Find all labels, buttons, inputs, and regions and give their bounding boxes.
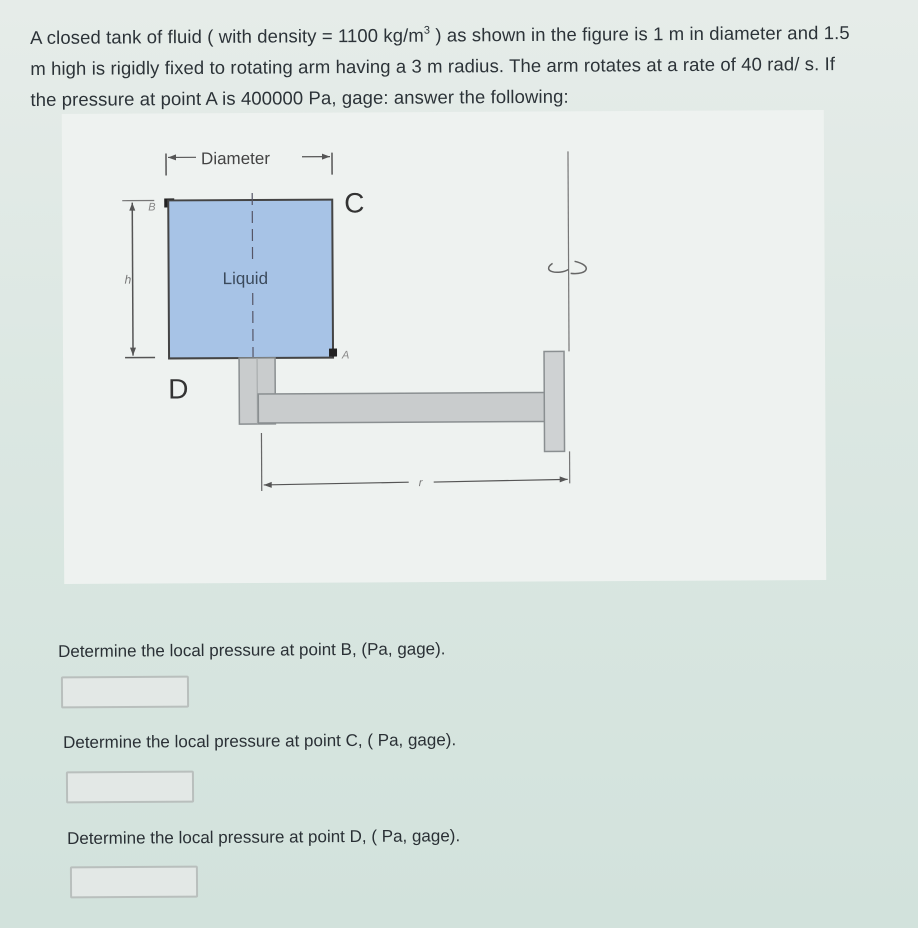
point-b-label: B <box>148 201 156 214</box>
answer-input-d[interactable] <box>70 866 198 899</box>
problem-line-2: m high is rigidly fixed to rotating arm having a 3 m radius. The arm rotates at a rate of 40 rad/ s. If <box>30 53 836 79</box>
diameter-left-arrowhead <box>168 154 176 160</box>
point-d-label: D <box>168 373 189 405</box>
diameter-right-arrowhead <box>322 154 330 160</box>
problem-line-1-text: A closed tank of fluid ( with density = 1100 kg/m <box>30 24 424 48</box>
radius-right-arrowhead <box>560 476 568 482</box>
rotating-arm <box>258 392 546 423</box>
point-a-label: A <box>342 349 350 362</box>
answer-input-c[interactable] <box>66 771 194 804</box>
height-dimension-line <box>132 203 133 356</box>
radius-left-arrowhead <box>264 482 272 488</box>
problem-line-1-text-end: ) as shown in the figure is 1 m in diameter and 1.5 <box>430 21 850 46</box>
liquid-label: Liquid <box>222 268 269 289</box>
question-d: Determine the local pressure at point D, ( Pa, gage). <box>67 826 461 848</box>
radius-label: r <box>418 477 423 490</box>
tank-figure <box>62 110 826 584</box>
rotation-arrow-icon <box>549 263 569 272</box>
problem-statement <box>30 17 911 115</box>
rotation-axis <box>568 151 569 351</box>
problem-line-3: the pressure at point A is 400000 Pa, gage: answer the following: <box>30 85 569 110</box>
height-label: h <box>124 272 132 287</box>
answer-input-b[interactable] <box>61 676 189 709</box>
unit-exponent: 3 <box>423 24 431 37</box>
point-c-label: C <box>344 187 365 219</box>
rotation-arrow-icon-right <box>571 261 587 273</box>
point-a-marker <box>329 349 337 357</box>
radius-left-arrow <box>264 482 409 485</box>
hub-flange <box>544 351 565 451</box>
radius-right-arrow <box>434 479 568 482</box>
diameter-label: Diameter <box>200 148 271 169</box>
height-top-arrowhead <box>129 203 135 211</box>
question-c: Determine the local pressure at point C, ( Pa, gage). <box>63 730 457 752</box>
question-b: Determine the local pressure at point B, (Pa, gage). <box>58 639 446 661</box>
height-bottom-arrowhead <box>130 348 136 356</box>
tank-diagram <box>62 110 826 584</box>
